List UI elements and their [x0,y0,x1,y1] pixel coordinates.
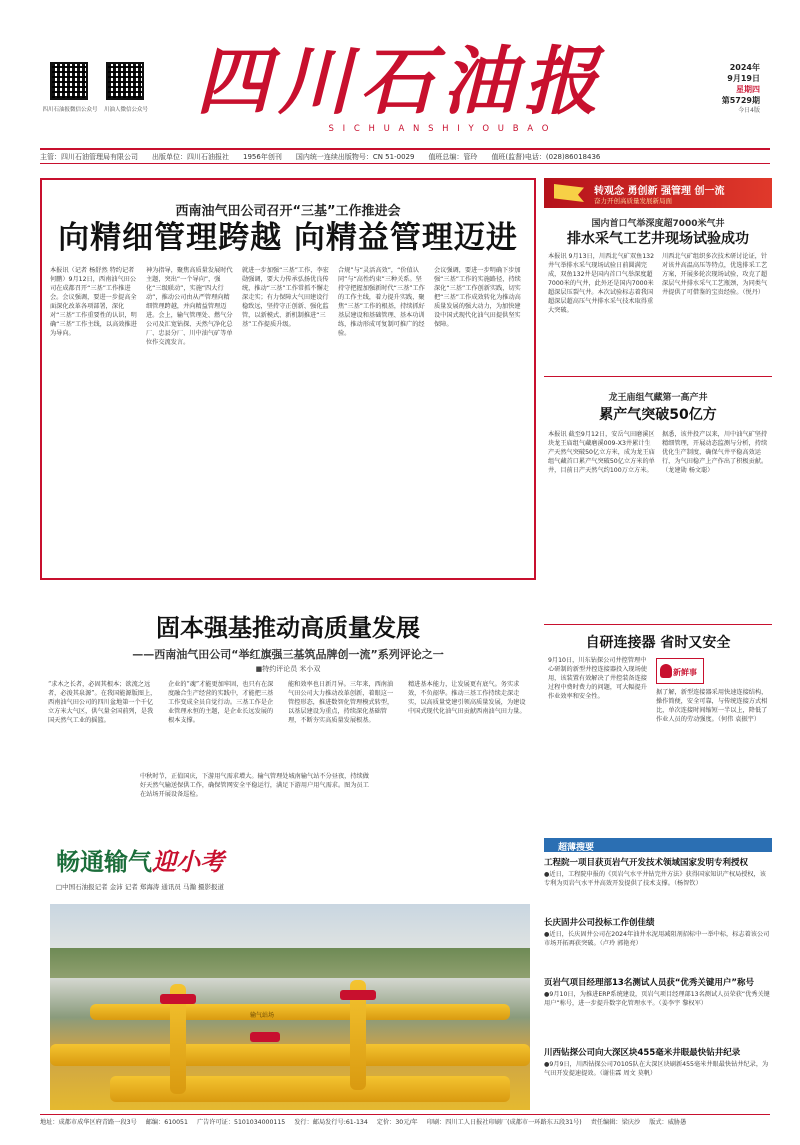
commentary-subtitle: ——西南油气田公司“举红旗强三基筑品牌创一流”系列评论之一 [132,648,444,661]
issue-pages: 今日4版 [738,107,760,114]
masthead [0,0,800,146]
lead-col-3: 就进一步加强“三基”工作，李宏勋强调，要大力传承弘扬优良传统，推动“三基”工作常抓不懈走深走实；有力保障大气田建设行稳致远，坚持守正创新、强化监管，以新模式、新机制推进“三基”工作提质升级。 [242,267,329,328]
brief-item-1-body: ●近日，工程院申报的《页岩气水平井钻完井方法》获得国家知识产权局授权，该专利为页岩气水平井高效开发提供了技术支撑。（杨智钦） [544,871,766,887]
masthead-pinyin: S I C H U A N S H I Y O U B A O [328,124,552,134]
lead-headline: 向精细管理跨越 向精益管理迈进 [58,220,518,256]
briefs-title: 超薄搜要 [558,843,595,853]
footer-ad-license: 广告许可证：5101034000115 [196,1119,286,1126]
a1-kicker: 国内首口气举深度超7000米气井 [591,219,725,229]
feature-headline [56,848,224,876]
lightbulb-icon [660,664,672,678]
info-cn: 国内统一连续出版物号：CN 51-0029 [295,152,415,161]
a3-tag-label: 新鲜事 [673,668,697,677]
feature-headline-a: 畅通输气 [56,848,152,876]
info-hotline: 值班(监督)电话：(028)86018436 [491,152,601,161]
commentary-col-3: 能和效率也日新月异。三年来，西南油气田公司大力推动改革创新，着眼这一管控形态，推进数智化管理模式转型，以基层建设为重点，持续深化基础管理，不断夯实高质量发展根基。 [288,681,394,724]
lead-col-2: 神为指导，聚焦高质量发展时代主题，突出“一个导向”，强化“三级联动”，实施“四大行动”，推动公司由从严管理向精细管理跨越，并向精益管理迈进。会上，输气管理处、燃气分公司及汇宽钻探、天然气净化总厂、忠县分厂、川中油气矿等单位作交流发言。 [146,267,233,346]
feature-caption: 中秋时节，正值国庆，下游用气需求增大。输气管理处城南输气站不分昼夜，持续做好天然气输送保供工作，确保管网安全平稳运行，满足下游用户用气需求。图为员工在站场开展设备巡检。 [140,773,369,798]
lead-col-4: 合规”与“灵活高效”，“价值认同”与“高性约束”三种关系。坚持守把握加强新时代“三基”工作的工作主线，着力提升实践，聚焦“三基”工作的根基，持续抓好基层建设和基础管理、基本功训练，推动形成可复制可推广的经验。 [338,267,425,337]
lead-col-1: 本报讯（记者 杨舒然 特约记者 何鹏）9月12日，西南油气田公司在成都召开“三基”工作推进会。会议强调，要进一步提高全面深化改革各项部署，深化对“三基”工作重要性的认识，明确“三基”工作主线，以高效推进为导向。 [50,267,137,337]
qr-code-wechat[interactable] [50,62,88,100]
flag-icon [554,184,584,202]
lead-col-5: 会议强调，要进一步明确下步加强“三基”工作的实施路径，持续深化“三基”工作创新实践，切实把“三基”工作成效转化为推动高质量发展的强大动力，为加快建设中国式现代化油气田提供坚实保障。 [434,267,521,328]
issue-date: 2024年 9月19日 [727,63,760,83]
info-sponsor: 主管：四川石油管理局有限公司 [40,152,138,161]
divider-2 [544,624,772,625]
pipe-1 [90,1004,510,1020]
qr-left-caption: 四川石油报微信公众号 [42,107,98,113]
commentary-col-2: 企业的“魂”才能更加牢固，也只有在深度融合生产经营的实践中，才能把三基工作变成全员自觉行动。三基工作是企业管理永恒的主题，是企业长远发展的根本支撑。 [168,681,274,724]
brief-item-2-body: ●近日，长庆固井公司在2024年油井水泥用减阻剂招标中一举中标，标志着该公司市场开拓再获突破。（卢玲 郭艳亮） [544,931,770,947]
brief-item-4-title: 川西钻探公司向大深区块455毫米井眼最快钻井纪录 [544,1048,741,1058]
a2-col-1: 本报讯 截至9月12日，安岳气田磨溪区块龙王庙组气藏磨溪009-X3井累计生产天然气突破50亿立方米，成为龙王庙组气藏首口累产气突破50亿立方米的单井，目前日产天然气约100万立方米。 [548,431,655,474]
brief-item-3[interactable] [544,976,772,1042]
briefs [544,838,772,1110]
a3-tag [656,658,704,684]
feature-credit: □中国石油报记者 金沛 记者 郑海涛 通讯员 马瀚 摄影报道 [56,883,225,891]
a3-col-1: 9月10日，川东钻探公司井控管理中心研制的新型井控连接器投入现场使用，该装置有效解决了井控装备连接过程中费时费力的问题，可大幅提升作业效率和安全性。 [548,657,647,700]
lead-kicker: 西南油气田公司召开“三基”工作推进会 [175,204,401,219]
brief-item-1-title: 工程院一项目获页岩气开发技术领域国家发明专利授权 [544,858,749,868]
divider-1 [544,376,772,377]
info-founded: 1956年创刊 [243,152,282,161]
valve-2 [340,990,376,1000]
brief-item-4-body: ●9月9日，川西钻探公司70105队在大深区块刷新455毫米井眼最快钻井纪录，为气田开发提速提效。（谢佳霖 周文 莫帆） [544,1061,769,1077]
footer-price: 定价：30元/年 [376,1119,418,1126]
brief-item-3-body: ●9月10日，为推进ERP系统建设，页岩气项目经理部13名测试人员荣获“优秀关键用户”称号，进一步提升数字化管理水平。（姜李宇 黎权军） [544,991,770,1007]
lead-article [40,178,536,580]
right-banner [544,178,772,208]
commentary-headline: 固本强基推动高质量发展 [156,613,420,642]
feature-headline-b: 迎小考 [152,848,224,876]
info-publisher: 出版单位：四川石油报社 [152,152,229,161]
brief-item-4[interactable] [544,1046,772,1106]
qr-right-caption: 川油人微信公众号 [103,107,148,113]
pipe-2 [50,1044,530,1066]
article-a2 [544,380,772,620]
qr-code-chuanyouren[interactable] [106,62,144,100]
brief-item-3-title: 页岩气项目经理部13名测试人员获“优秀关键用户”称号 [544,978,755,988]
banner-subtitle: 奋力开创高质量发展新局面 [594,197,672,205]
feature-section [40,770,536,1110]
commentary-col-4: 精进基本能力，让发展更有底气。务实求效，不负韶华。推动三基工作持续走深走实，以高质量党建引领高质量发展，为建设中国式现代化油气田贡献西南油气田力量。 [408,681,526,715]
photo-label: 输气站场 [250,1012,275,1019]
a3-headline: 自研连接器 省时又安全 [585,635,731,651]
footer [40,1114,770,1128]
brief-item-2-title: 长庆固井公司投标工作创佳绩 [544,918,655,928]
commentary-author: ■特约评论员 米小双 [255,665,321,673]
footer-address: 地址：成都市成华区府青路一段3号 [40,1119,137,1126]
info-editor: 值班总编：管玲 [428,152,478,161]
issue-box [700,62,760,122]
a2-headline: 累产气突破50亿方 [599,407,717,423]
briefs-header [544,838,772,852]
a3-col-2: 据了解，新型连接器采用快速连接结构，操作简便，安全可靠，与传统连接方式相比，单次连接时间缩短一半以上，降低了作业人员的劳动强度。（何伟 袁振宇） [656,689,768,723]
article-a1 [544,212,772,376]
a1-col-2: 川西北气矿组织多次技术研讨论证，针对该井高温高压等特点，优选排采工艺方案，开展多轮次现场试验，攻克了超深层气井排水采气工艺瓶颈，为同类气井提供了可借鉴的宝贵经验。（悦丹） [662,253,768,296]
commentary-col-1: “求木之长者，必固其根本；欲流之远者，必浚其泉源”。在我国能源版图上，西南油气田公司的四川盆地第一个千亿立方米大气区，供气量全国前列，是我国天然气工业的摇篮。 [48,681,157,724]
photo-trees [50,948,530,978]
a2-col-2: 据悉，该井投产以来，川中油气矿坚持精细管理，开展动态监测与分析，持续优化生产制度，确保气井平稳高效运行，为气田稳产上产作出了积极贡献。（龙建勋 杨文聪） [662,431,768,474]
issue-number: 第5729期 [721,96,760,105]
valve-3 [250,1032,280,1042]
footer-printer: 印刷：四川工人日报社印刷厂(成都市一环路东五段31号) [426,1119,582,1126]
issue-weekday: 星期四 [736,85,760,94]
a1-col-1: 本报讯 9月13日，川西北气矿双鱼132井气举排水采气现场试验日前圆满完成，双鱼132井是国内首口气举深度超7000米的气井，此外还是国内7000米超深层压裂气井。本次试验标志着我国超深层超高压气井排水采气技术取得重大突破。 [548,253,655,314]
feature-photo[interactable] [50,904,530,1110]
masthead-title: 四川石油报 [196,39,606,125]
banner-title: 转观念 勇创新 强管理 创一流 [594,186,725,197]
brief-item-2[interactable] [544,916,772,972]
footer-zip: 邮编：610051 [145,1119,188,1126]
a1-headline: 排水采气工艺井现场试验成功 [567,231,749,247]
article-a3 [544,628,772,838]
brief-item-1[interactable] [544,856,772,912]
footer-layout: 版式：威胁愚 [649,1119,687,1126]
valve-1 [160,994,196,1004]
a2-kicker: 龙王庙组气藏第一高产井 [608,393,708,403]
footer-postal: 发行：邮局发行号:61-134 [294,1119,368,1126]
info-bar [40,148,770,164]
footer-editor: 责任编辑：梁庆沙 [590,1119,641,1126]
